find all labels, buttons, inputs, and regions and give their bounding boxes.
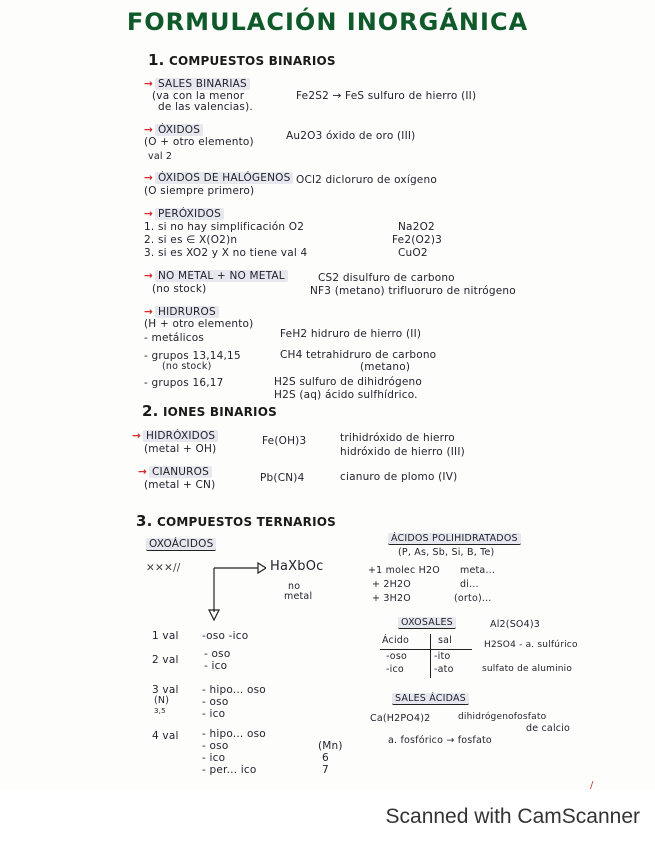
polihidratados-prefix-3: (orto)... xyxy=(454,593,492,604)
peroxidos-rule-3: 3. si es XO2 y X no tiene val 4 xyxy=(144,247,308,259)
oxidos-note: (O + otro elemento) xyxy=(144,136,254,148)
val-4-suffix-1: - hipo... oso xyxy=(202,728,266,740)
val-3-suffix-1: - hipo... oso xyxy=(202,684,266,696)
arrow-right-icon: → xyxy=(144,172,153,184)
hidruros-label: → HIDRUROS xyxy=(144,306,219,318)
hidruros-grupos-1: - grupos 13,14,15 xyxy=(144,350,241,362)
oxoacidos-no: no xyxy=(288,581,301,592)
oxosales-acid-name: H2SO4 - a. sulfúrico xyxy=(484,640,578,650)
scribble: ✕✕✕// xyxy=(146,562,181,574)
polihidratados-prefix-2: di... xyxy=(460,579,479,590)
peroxidos-example-2: Fe2(O2)3 xyxy=(392,234,443,246)
cianuros-label: → CIANUROS xyxy=(138,466,212,478)
val-1-suffix: -oso -ico xyxy=(202,630,249,642)
hidruros-metalicos: - metálicos xyxy=(144,332,205,344)
hidruros-example-3: H2S sulfuro de dihidrógeno xyxy=(274,376,423,388)
sales-binarias-note-2: de las valencias). xyxy=(158,101,253,113)
sales-acidas-formula: Ca(H2PO4)2 xyxy=(370,713,431,724)
val-3-label: 3 val xyxy=(152,684,179,696)
cianuros-formula: Pb(CN)4 xyxy=(260,472,305,484)
section-1-heading: 1. COMPUESTOS BINARIOS xyxy=(148,51,336,69)
section-1-title: COMPUESTOS BINARIOS xyxy=(168,54,336,68)
val-4-suffix-3: - ico xyxy=(202,752,226,764)
arrow-right-icon: → xyxy=(132,430,141,442)
no-metal-note: (no stock) xyxy=(152,283,207,295)
oxosales-sal-ato: -ato xyxy=(434,664,454,675)
hidruros-grupos-2: - grupos 16,17 xyxy=(144,377,224,389)
hidruros-grupos-1-note: (no stock) xyxy=(162,361,212,372)
arrow-right-icon: → xyxy=(144,208,153,220)
peroxidos-example-1: Na2O2 xyxy=(398,221,435,233)
val-3-note-1: (N) xyxy=(154,695,170,706)
oxoacidos-formula: HaXbOc xyxy=(270,559,324,574)
oxidos-example: Au2O3 óxido de oro (III) xyxy=(286,130,416,142)
oxidos-halogenos-label: → ÓXIDOS DE HALÓGENOS xyxy=(144,172,293,184)
cianuros-note: (metal + CN) xyxy=(144,479,216,491)
oxosales-table-hline xyxy=(380,649,472,650)
polihidratados-row-1: +1 molec H2O xyxy=(368,565,440,576)
mn-7: 7 xyxy=(322,764,329,776)
arrow-right-icon: → xyxy=(144,306,153,318)
polihidratados-elements: (P, As, Sb, Si, B, Te) xyxy=(398,547,495,558)
arrow-right-icon: → xyxy=(144,124,153,136)
oxosales-acid-oso: -oso xyxy=(386,651,407,662)
hidroxidos-name-2: hidróxido de hierro (III) xyxy=(340,446,465,458)
section-3-title: COMPUESTOS TERNARIOS xyxy=(156,515,336,529)
cianuros-name: cianuro de plomo (IV) xyxy=(340,471,458,483)
oxosales-formula: Al2(SO4)3 xyxy=(490,619,540,630)
no-metal-example-2: NF3 (metano) trifluoruro de nitrógeno xyxy=(310,285,516,297)
val-3-suffix-3: - ico xyxy=(202,708,226,720)
arrow-right-icon: → xyxy=(144,78,153,90)
peroxidos-label: → PERÓXIDOS xyxy=(144,208,224,220)
oxosales-col-sal: sal xyxy=(438,635,453,646)
scanner-watermark: Scanned with CamScanner xyxy=(385,805,640,828)
section-2-title: IONES BINARIOS xyxy=(162,405,277,419)
oxosales-acid-ico: -ico xyxy=(386,664,404,675)
peroxidos-rule-1: 1. si no hay simplificación O2 xyxy=(144,221,305,233)
no-metal-example-1: CS2 disulfuro de carbono xyxy=(318,272,455,284)
corner-mark: / xyxy=(590,780,594,791)
val-4-label: 4 val xyxy=(152,730,179,742)
hidruros-example-2: CH4 tetrahidruro de carbono xyxy=(280,349,437,361)
polihidratados-prefix-1: meta... xyxy=(460,565,496,576)
val-2-suffix-2: - ico xyxy=(204,660,228,672)
polihidratados-label: ÁCIDOS POLIHIDRATADOS xyxy=(388,534,521,545)
hidroxidos-note: (metal + OH) xyxy=(144,443,217,455)
val-1-label: 1 val xyxy=(152,630,179,642)
hidruros-example-2-note: (metano) xyxy=(360,361,411,373)
sales-acidas-note: a. fosfórico → fosfato xyxy=(388,735,492,746)
val-2-suffix-1: - oso xyxy=(204,648,231,660)
oxoacidos-arrows xyxy=(200,562,266,622)
sales-binarias-example: Fe2S2 → FeS sulfuro de hierro (II) xyxy=(296,90,477,102)
oxosales-label: OXOSALES xyxy=(398,618,456,629)
polihidratados-row-2: + 2H2O xyxy=(372,579,411,590)
hidroxidos-label: → HIDRÓXIDOS xyxy=(132,430,218,442)
hidroxidos-name-1: trihidróxido de hierro xyxy=(340,432,455,444)
section-2-heading: 2. IONES BINARIOS xyxy=(142,402,277,420)
mn-6: 6 xyxy=(322,752,329,764)
oxosales-table-vline xyxy=(430,634,431,678)
oxidos-halogenos-note: (O siempre primero) xyxy=(144,185,255,197)
sales-acidas-name-1: dihidrógenofosfato xyxy=(458,712,547,722)
hidruros-example-1: FeH2 hidruro de hierro (II) xyxy=(280,328,422,340)
oxosales-salt-name: sulfato de aluminio xyxy=(482,664,573,674)
val-4-suffix-2: - oso xyxy=(202,740,229,752)
peroxidos-example-3: CuO2 xyxy=(398,247,428,259)
no-metal-label: → NO METAL + NO METAL xyxy=(144,270,288,282)
oxoacidos-metal: metal xyxy=(284,591,313,602)
val-3-suffix-2: - oso xyxy=(202,696,229,708)
val-4-suffix-4: - per... ico xyxy=(202,764,257,776)
oxidos-halogenos-example: OCl2 dicloruro de oxígeno xyxy=(296,174,437,186)
arrow-right-icon: → xyxy=(144,270,153,282)
section-3-heading: 3. COMPUESTOS TERNARIOS xyxy=(136,512,336,530)
hidruros-example-4: H2S (aq) ácido sulfhídrico. xyxy=(274,389,418,401)
peroxidos-rule-2: 2. si es ∈ X(O2)n xyxy=(144,234,238,246)
sales-binarias-note-1: (va con la menor xyxy=(152,90,245,102)
val-2-label: 2 val xyxy=(152,654,179,666)
oxidos-label: → ÓXIDOS xyxy=(144,124,203,136)
mn-label: (Mn) xyxy=(318,740,343,752)
val-3-note-2: 3,5 xyxy=(154,707,166,715)
oxosales-col-acido: Ácido xyxy=(382,635,410,646)
oxidos-valence: val 2 xyxy=(148,151,173,162)
oxoacidos-label: OXOÁCIDOS xyxy=(146,538,216,550)
arrow-right-icon: → xyxy=(138,466,147,478)
polihidratados-row-3: + 3H2O xyxy=(372,593,411,604)
sales-acidas-label: SALES ÁCIDAS xyxy=(392,694,469,705)
hidruros-note: (H + otro elemento) xyxy=(144,318,254,330)
oxosales-sal-ito: -ito xyxy=(434,651,451,662)
page-title: FORMULACIÓN INORGÁNICA xyxy=(126,8,529,36)
sales-binarias-label: → SALES BINARIAS xyxy=(144,78,250,90)
hidroxidos-formula: Fe(OH)3 xyxy=(262,435,307,447)
sales-acidas-name-2: de calcio xyxy=(526,723,571,734)
